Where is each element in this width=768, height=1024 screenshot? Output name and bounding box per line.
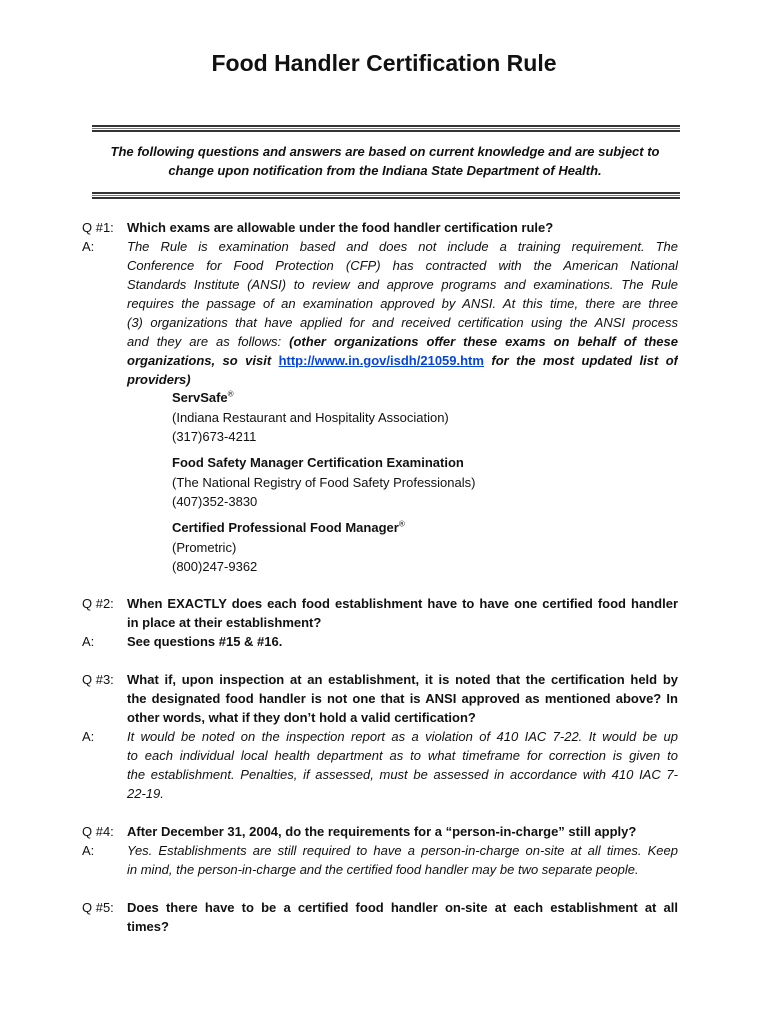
question-text — [127, 708, 678, 727]
text-segment: for the most updated list of — [483, 353, 678, 368]
text-segment: See questions #15 & #16. — [127, 634, 283, 649]
question-line — [82, 594, 678, 613]
answer-line — [82, 313, 678, 332]
question-line — [82, 917, 678, 936]
text-segment: Which exams are allowable under the food handler certification rule? — [127, 220, 554, 235]
text-segment: Standards Institute (ANSI) to review and approve programs and examinations. The Rule — [127, 277, 678, 292]
question-label: Q #4: — [82, 824, 114, 839]
text-segment: requires the passage of an examination approved by ANSI. At this time, there are three — [127, 296, 678, 311]
answer-text — [127, 256, 678, 275]
qa-block-5 — [82, 898, 678, 936]
provider-phone: (407)352-3830 — [172, 494, 258, 509]
question-text — [127, 594, 678, 613]
answer-text — [127, 727, 678, 746]
question-line — [82, 670, 678, 689]
intro-line: The following questions and answers are based on current knowledge and are subject to — [110, 144, 660, 159]
text-segment: Conference for Food Protection (CFP) has contracted with the American National — [127, 258, 678, 273]
provider-name: Food Safety Manager Certification Examination — [172, 455, 464, 470]
question-label: Q #2: — [82, 596, 114, 611]
question-text — [127, 822, 678, 841]
answer-text — [127, 860, 678, 879]
divider-top — [92, 125, 680, 133]
text-segment: and they are as follows: — [127, 334, 290, 349]
text-segment: in mind, the person-in-charge and the certified food handler may be two separate people. — [127, 862, 639, 877]
question-text — [127, 917, 678, 936]
answer-label: A: — [82, 729, 95, 744]
question-text — [127, 898, 678, 917]
text-segment: in place at their establishment? — [127, 615, 322, 630]
question-line — [82, 689, 678, 708]
provider-name: Certified Professional Food Manager — [172, 520, 399, 535]
intro-note — [90, 142, 680, 180]
divider-bottom — [92, 192, 680, 200]
answer-line — [82, 332, 678, 351]
text-segment: the establishment. Penalties, if assessed, must be assessed in accordance with 410 IAC 7- — [127, 767, 678, 782]
provider-org: (Indiana Restaurant and Hospitality Association) — [172, 409, 449, 425]
text-segment: other words, what if they don’t hold a valid certification? — [127, 710, 476, 725]
providers-link[interactable]: http://www.in.gov/isdh/21059.htm — [278, 353, 484, 368]
text-segment: It would be noted on the inspection report as a violation of 410 IAC 7-22. It would be up — [127, 729, 678, 744]
text-segment: organizations, so visit — [127, 353, 279, 368]
intro-line: change upon notification from the Indiana State Department of Health. — [168, 163, 602, 178]
answer-label: A: — [82, 843, 95, 858]
provider-servsafe — [172, 388, 449, 447]
answer-line — [82, 351, 678, 370]
registered-mark: ® — [227, 389, 234, 399]
text-segment: providers) — [127, 372, 191, 387]
answer-line — [82, 294, 678, 313]
answer-text — [127, 370, 678, 389]
answer-text — [127, 746, 678, 765]
provider-phone: (800)247-9362 — [172, 559, 258, 574]
answer-text — [127, 841, 678, 860]
provider-phone: (317)673-4211 — [172, 429, 257, 444]
question-label: Q #3: — [82, 672, 114, 687]
text-segment: The Rule is examination based and does not include a training requirement. The — [127, 239, 678, 254]
text-segment: Yes. Establishments are still required to have a person-in-charge on-site at all times. Keep — [127, 843, 678, 858]
answer-text — [127, 784, 678, 803]
qa-block-3 — [82, 670, 678, 803]
answer-line — [82, 841, 678, 860]
question-line — [82, 613, 678, 632]
answer-label: A: — [82, 239, 95, 254]
text-segment: (other organizations offer these exams on behalf of these — [289, 334, 678, 349]
text-segment: times? — [127, 919, 169, 934]
text-segment: 22-19. — [127, 786, 164, 801]
answer-line — [82, 237, 678, 256]
answer-line — [82, 784, 678, 803]
qa-block-2 — [82, 594, 678, 651]
answer-line — [82, 746, 678, 765]
answer-text — [127, 275, 678, 294]
text-segment: When EXACTLY does each food establishment have to have one certified food handler — [127, 596, 678, 611]
provider-name: ServSafe — [172, 390, 228, 405]
answer-line — [82, 256, 678, 275]
answer-label: A: — [82, 634, 95, 649]
answer-line — [82, 275, 678, 294]
answer-line — [82, 632, 678, 651]
text-segment: What if, upon inspection at an establishment, it is noted that the certification held by — [127, 672, 678, 687]
qa-block-1 — [82, 218, 678, 389]
document-title: Food Handler Certification Rule — [211, 50, 557, 76]
text-segment: (3) organizations that have applied for and received certification using the ANSI process — [127, 315, 678, 330]
question-line — [82, 708, 678, 727]
question-line — [82, 822, 678, 841]
question-text — [127, 689, 678, 708]
answer-line — [82, 765, 678, 784]
provider-prometric — [172, 518, 405, 577]
provider-nrfsp — [172, 453, 475, 512]
question-label: Q #5: — [82, 900, 114, 915]
answer-text — [127, 765, 678, 784]
qa-block-4 — [82, 822, 678, 879]
answer-line — [82, 860, 678, 879]
text-segment: to each individual local health department as to what timeframe for correction is given to — [127, 748, 678, 763]
provider-org: (The National Registry of Food Safety Professionals) — [172, 474, 476, 490]
question-text — [127, 218, 678, 237]
question-text — [127, 613, 678, 632]
question-text — [127, 670, 678, 689]
answer-text — [127, 313, 678, 332]
text-segment: Does there have to be a certified food handler on-site at each establishment at all — [127, 900, 678, 915]
provider-org: (Prometric) — [172, 539, 237, 555]
question-label: Q #1: — [82, 220, 114, 235]
answer-line — [82, 727, 678, 746]
answer-text — [127, 237, 678, 256]
registered-mark: ® — [398, 519, 405, 529]
text-segment: After December 31, 2004, do the requirements for a “person-in-charge” still apply? — [127, 824, 637, 839]
answer-text — [127, 332, 678, 351]
answer-text — [127, 351, 678, 370]
text-segment: the designated food handler is not one that is ANSI approved as mentioned above? In — [127, 691, 678, 706]
question-line — [82, 898, 678, 917]
answer-text — [127, 294, 678, 313]
answer-text — [127, 632, 678, 651]
answer-line — [82, 370, 678, 389]
question-line — [82, 218, 678, 237]
